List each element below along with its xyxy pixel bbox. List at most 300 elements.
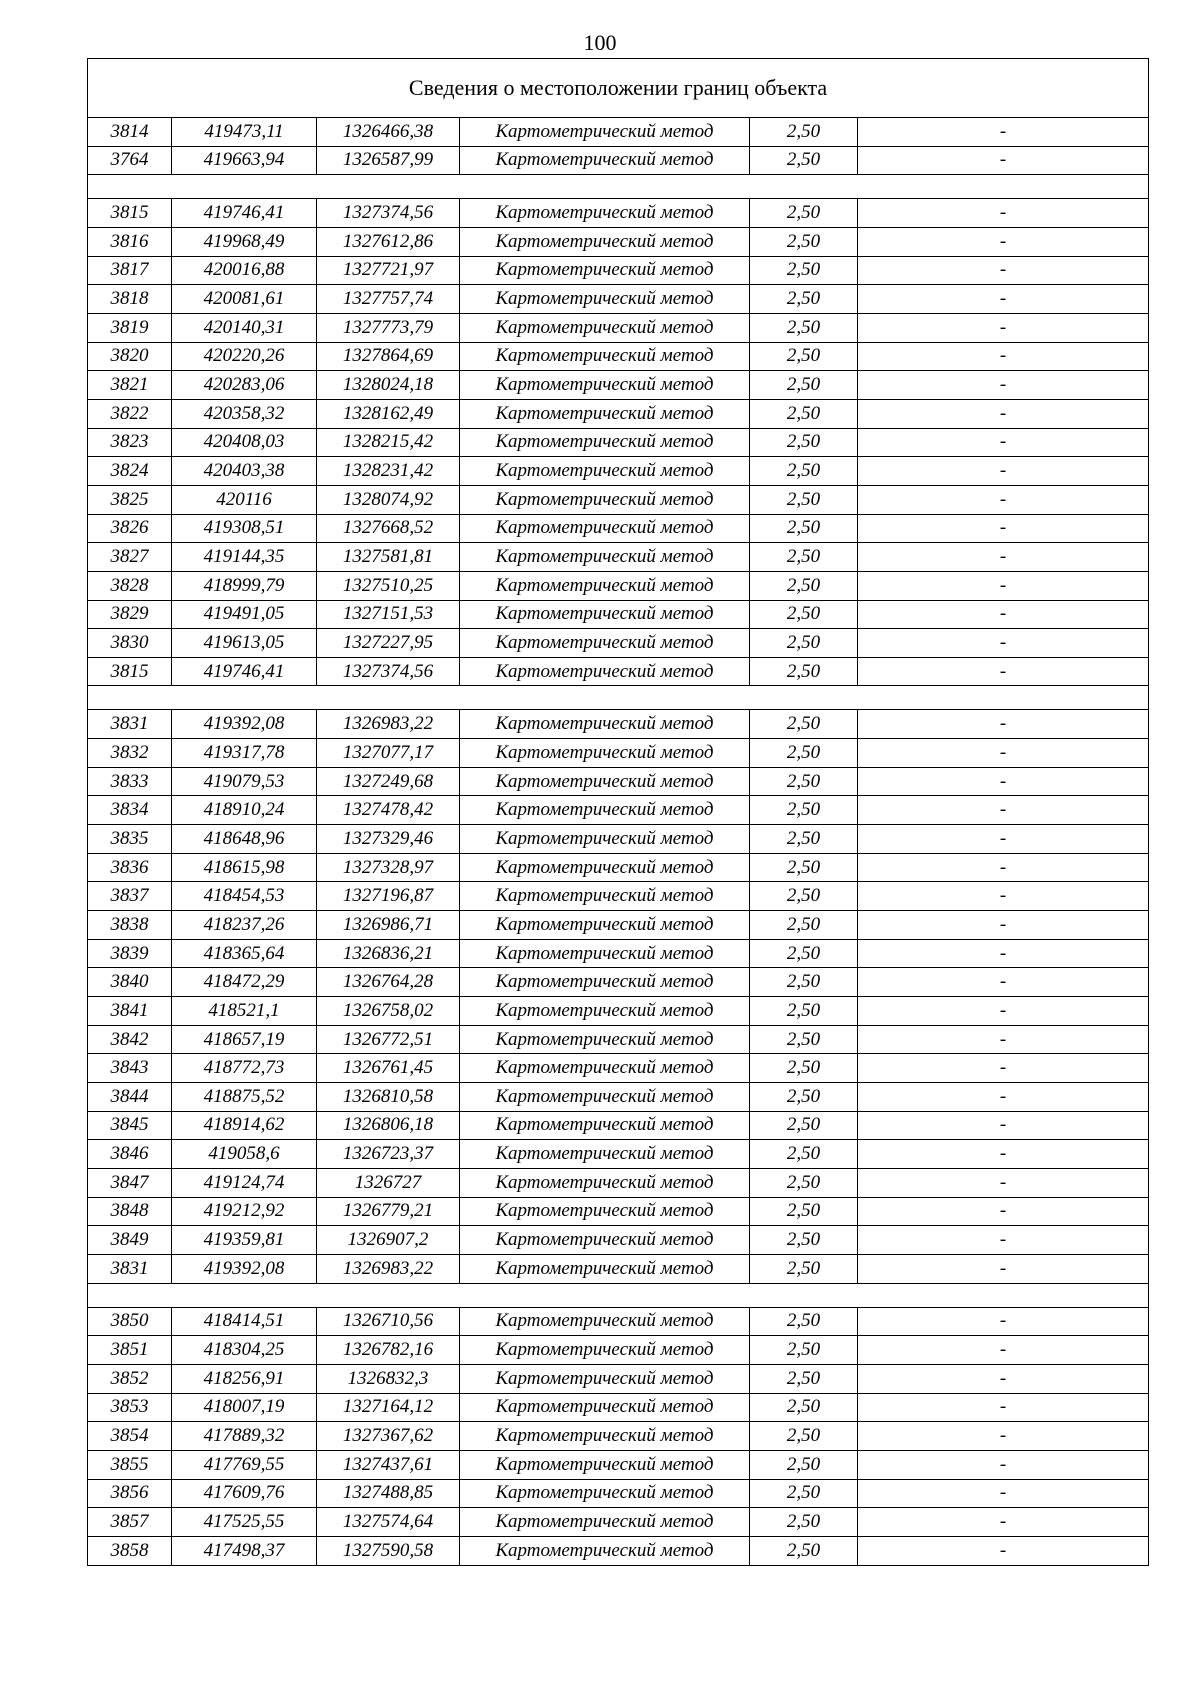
cell-method: Картометрический метод — [460, 313, 750, 342]
cell-y-coordinate: 1326782,16 — [317, 1336, 460, 1365]
cell-method: Картометрический метод — [460, 767, 750, 796]
table-row — [88, 710, 1149, 739]
cell-accuracy: 2,50 — [750, 1083, 858, 1112]
cell-point-number: 3856 — [88, 1479, 172, 1508]
cell-x-coordinate: 420116 — [172, 485, 317, 514]
cell-description: - — [858, 710, 1149, 739]
cell-method: Картометрический метод — [460, 256, 750, 285]
group-separator-cell — [88, 686, 1149, 710]
cell-y-coordinate: 1327164,12 — [317, 1393, 460, 1422]
cell-y-coordinate: 1327668,52 — [317, 514, 460, 543]
cell-accuracy: 2,50 — [750, 227, 858, 256]
cell-y-coordinate: 1326466,38 — [317, 118, 460, 147]
cell-description: - — [858, 428, 1149, 457]
cell-x-coordinate: 419308,51 — [172, 514, 317, 543]
table-row — [88, 1254, 1149, 1283]
cell-description: - — [858, 256, 1149, 285]
boundary-coordinates-table — [87, 58, 1149, 1566]
cell-point-number: 3824 — [88, 457, 172, 486]
cell-x-coordinate: 417525,55 — [172, 1508, 317, 1537]
cell-method: Картометрический метод — [460, 342, 750, 371]
table-row — [88, 1536, 1149, 1565]
cell-accuracy: 2,50 — [750, 825, 858, 854]
table-row — [88, 1508, 1149, 1537]
group-separator-row — [88, 1283, 1149, 1307]
table-row — [88, 1307, 1149, 1336]
cell-x-coordinate: 418365,64 — [172, 939, 317, 968]
cell-description: - — [858, 1508, 1149, 1537]
cell-point-number: 3827 — [88, 543, 172, 572]
cell-accuracy: 2,50 — [750, 1336, 858, 1365]
cell-method: Картометрический метод — [460, 997, 750, 1026]
cell-point-number: 3857 — [88, 1508, 172, 1537]
cell-description: - — [858, 1336, 1149, 1365]
cell-accuracy: 2,50 — [750, 1197, 858, 1226]
cell-method: Картометрический метод — [460, 1197, 750, 1226]
cell-x-coordinate: 417769,55 — [172, 1450, 317, 1479]
cell-x-coordinate: 420403,38 — [172, 457, 317, 486]
cell-accuracy: 2,50 — [750, 1111, 858, 1140]
cell-description: - — [858, 313, 1149, 342]
cell-x-coordinate: 418472,29 — [172, 968, 317, 997]
cell-y-coordinate: 1326727 — [317, 1168, 460, 1197]
cell-description: - — [858, 911, 1149, 940]
cell-description: - — [858, 543, 1149, 572]
cell-accuracy: 2,50 — [750, 342, 858, 371]
cell-description: - — [858, 199, 1149, 228]
cell-y-coordinate: 1327581,81 — [317, 543, 460, 572]
cell-y-coordinate: 1327328,97 — [317, 853, 460, 882]
cell-method: Картометрический метод — [460, 629, 750, 658]
cell-accuracy: 2,50 — [750, 399, 858, 428]
cell-description: - — [858, 629, 1149, 658]
table-row — [88, 968, 1149, 997]
cell-accuracy: 2,50 — [750, 485, 858, 514]
cell-point-number: 3854 — [88, 1422, 172, 1451]
cell-point-number: 3852 — [88, 1364, 172, 1393]
cell-y-coordinate: 1328215,42 — [317, 428, 460, 457]
cell-accuracy: 2,50 — [750, 146, 858, 175]
cell-description: - — [858, 1479, 1149, 1508]
cell-description: - — [858, 1364, 1149, 1393]
table-caption: Сведения о местоположении границ объекта — [88, 59, 1149, 118]
cell-point-number: 3849 — [88, 1226, 172, 1255]
cell-point-number: 3825 — [88, 485, 172, 514]
cell-x-coordinate: 419124,74 — [172, 1168, 317, 1197]
cell-accuracy: 2,50 — [750, 1508, 858, 1537]
cell-point-number: 3840 — [88, 968, 172, 997]
table-row — [88, 739, 1149, 768]
cell-x-coordinate: 419491,05 — [172, 600, 317, 629]
cell-description: - — [858, 1422, 1149, 1451]
cell-accuracy: 2,50 — [750, 118, 858, 147]
table-row — [88, 853, 1149, 882]
cell-accuracy: 2,50 — [750, 1168, 858, 1197]
cell-x-coordinate: 419392,08 — [172, 710, 317, 739]
cell-accuracy: 2,50 — [750, 939, 858, 968]
cell-x-coordinate: 419359,81 — [172, 1226, 317, 1255]
cell-accuracy: 2,50 — [750, 739, 858, 768]
cell-x-coordinate: 419473,11 — [172, 118, 317, 147]
cell-y-coordinate: 1327612,86 — [317, 227, 460, 256]
cell-description: - — [858, 825, 1149, 854]
cell-description: - — [858, 1054, 1149, 1083]
cell-method: Картометрический метод — [460, 1254, 750, 1283]
cell-y-coordinate: 1326907,2 — [317, 1226, 460, 1255]
cell-method: Картометрический метод — [460, 1083, 750, 1112]
cell-description: - — [858, 1450, 1149, 1479]
cell-x-coordinate: 419746,41 — [172, 199, 317, 228]
cell-y-coordinate: 1327721,97 — [317, 256, 460, 285]
cell-accuracy: 2,50 — [750, 1140, 858, 1169]
cell-accuracy: 2,50 — [750, 428, 858, 457]
cell-accuracy: 2,50 — [750, 657, 858, 686]
cell-accuracy: 2,50 — [750, 1307, 858, 1336]
cell-accuracy: 2,50 — [750, 1393, 858, 1422]
table-row — [88, 939, 1149, 968]
table-row — [88, 825, 1149, 854]
cell-point-number: 3828 — [88, 571, 172, 600]
cell-description: - — [858, 1168, 1149, 1197]
cell-x-coordinate: 419212,92 — [172, 1197, 317, 1226]
cell-method: Картометрический метод — [460, 1226, 750, 1255]
cell-method: Картометрический метод — [460, 882, 750, 911]
cell-point-number: 3853 — [88, 1393, 172, 1422]
cell-accuracy: 2,50 — [750, 911, 858, 940]
cell-accuracy: 2,50 — [750, 968, 858, 997]
cell-y-coordinate: 1327488,85 — [317, 1479, 460, 1508]
cell-accuracy: 2,50 — [750, 1364, 858, 1393]
cell-x-coordinate: 418914,62 — [172, 1111, 317, 1140]
table-row — [88, 767, 1149, 796]
cell-method: Картометрический метод — [460, 911, 750, 940]
cell-y-coordinate: 1327864,69 — [317, 342, 460, 371]
table-row — [88, 1140, 1149, 1169]
table-row — [88, 371, 1149, 400]
cell-accuracy: 2,50 — [750, 457, 858, 486]
table-row — [88, 199, 1149, 228]
group-separator-cell — [88, 1283, 1149, 1307]
cell-x-coordinate: 417609,76 — [172, 1479, 317, 1508]
cell-accuracy: 2,50 — [750, 514, 858, 543]
cell-point-number: 3833 — [88, 767, 172, 796]
cell-description: - — [858, 1226, 1149, 1255]
cell-x-coordinate: 418007,19 — [172, 1393, 317, 1422]
cell-description: - — [858, 1140, 1149, 1169]
table-row — [88, 285, 1149, 314]
cell-point-number: 3830 — [88, 629, 172, 658]
cell-description: - — [858, 146, 1149, 175]
cell-accuracy: 2,50 — [750, 1479, 858, 1508]
cell-x-coordinate: 418414,51 — [172, 1307, 317, 1336]
cell-accuracy: 2,50 — [750, 1054, 858, 1083]
cell-y-coordinate: 1326761,45 — [317, 1054, 460, 1083]
cell-method: Картометрический метод — [460, 600, 750, 629]
cell-point-number: 3831 — [88, 710, 172, 739]
cell-x-coordinate: 419317,78 — [172, 739, 317, 768]
table-row — [88, 514, 1149, 543]
cell-point-number: 3848 — [88, 1197, 172, 1226]
cell-accuracy: 2,50 — [750, 796, 858, 825]
cell-y-coordinate: 1327437,61 — [317, 1450, 460, 1479]
cell-point-number: 3845 — [88, 1111, 172, 1140]
table-row — [88, 1083, 1149, 1112]
cell-method: Картометрический метод — [460, 1054, 750, 1083]
cell-point-number: 3822 — [88, 399, 172, 428]
cell-method: Картометрический метод — [460, 1422, 750, 1451]
cell-point-number: 3818 — [88, 285, 172, 314]
cell-method: Картометрический метод — [460, 227, 750, 256]
cell-method: Картометрический метод — [460, 1168, 750, 1197]
cell-accuracy: 2,50 — [750, 600, 858, 629]
cell-x-coordinate: 420220,26 — [172, 342, 317, 371]
cell-y-coordinate: 1326772,51 — [317, 1025, 460, 1054]
table-row — [88, 657, 1149, 686]
cell-point-number: 3820 — [88, 342, 172, 371]
group-separator-row — [88, 686, 1149, 710]
cell-point-number: 3817 — [88, 256, 172, 285]
table-row — [88, 629, 1149, 658]
cell-y-coordinate: 1327374,56 — [317, 199, 460, 228]
cell-x-coordinate: 420408,03 — [172, 428, 317, 457]
cell-y-coordinate: 1327367,62 — [317, 1422, 460, 1451]
cell-x-coordinate: 418256,91 — [172, 1364, 317, 1393]
table-row — [88, 543, 1149, 572]
cell-accuracy: 2,50 — [750, 371, 858, 400]
cell-x-coordinate: 417889,32 — [172, 1422, 317, 1451]
cell-y-coordinate: 1326832,3 — [317, 1364, 460, 1393]
cell-method: Картометрический метод — [460, 118, 750, 147]
table-row — [88, 796, 1149, 825]
table-row — [88, 485, 1149, 514]
cell-method: Картометрический метод — [460, 371, 750, 400]
cell-method: Картометрический метод — [460, 968, 750, 997]
cell-description: - — [858, 1254, 1149, 1283]
cell-method: Картометрический метод — [460, 1508, 750, 1537]
cell-y-coordinate: 1327478,42 — [317, 796, 460, 825]
cell-y-coordinate: 1326723,37 — [317, 1140, 460, 1169]
table-row — [88, 882, 1149, 911]
table-row — [88, 997, 1149, 1026]
table-row — [88, 1422, 1149, 1451]
cell-accuracy: 2,50 — [750, 1025, 858, 1054]
cell-description: - — [858, 1025, 1149, 1054]
cell-x-coordinate: 419392,08 — [172, 1254, 317, 1283]
cell-point-number: 3850 — [88, 1307, 172, 1336]
cell-y-coordinate: 1326587,99 — [317, 146, 460, 175]
cell-method: Картометрический метод — [460, 199, 750, 228]
cell-x-coordinate: 420016,88 — [172, 256, 317, 285]
cell-description: - — [858, 285, 1149, 314]
table-row — [88, 256, 1149, 285]
cell-x-coordinate: 419746,41 — [172, 657, 317, 686]
cell-method: Картометрический метод — [460, 657, 750, 686]
cell-accuracy: 2,50 — [750, 853, 858, 882]
cell-point-number: 3858 — [88, 1536, 172, 1565]
table-row — [88, 342, 1149, 371]
cell-description: - — [858, 1111, 1149, 1140]
cell-y-coordinate: 1327590,58 — [317, 1536, 460, 1565]
cell-description: - — [858, 1536, 1149, 1565]
table-row — [88, 118, 1149, 147]
cell-point-number: 3815 — [88, 657, 172, 686]
cell-y-coordinate: 1326764,28 — [317, 968, 460, 997]
cell-description: - — [858, 399, 1149, 428]
cell-method: Картометрический метод — [460, 939, 750, 968]
cell-point-number: 3843 — [88, 1054, 172, 1083]
cell-method: Картометрический метод — [460, 1536, 750, 1565]
cell-description: - — [858, 342, 1149, 371]
table-body — [88, 118, 1149, 1566]
cell-description: - — [858, 1083, 1149, 1112]
cell-point-number: 3838 — [88, 911, 172, 940]
cell-y-coordinate: 1327510,25 — [317, 571, 460, 600]
cell-point-number: 3821 — [88, 371, 172, 400]
cell-point-number: 3835 — [88, 825, 172, 854]
cell-y-coordinate: 1326986,71 — [317, 911, 460, 940]
cell-x-coordinate: 418648,96 — [172, 825, 317, 854]
cell-y-coordinate: 1326710,56 — [317, 1307, 460, 1336]
cell-y-coordinate: 1326836,21 — [317, 939, 460, 968]
table-row — [88, 1168, 1149, 1197]
cell-method: Картометрический метод — [460, 1393, 750, 1422]
page-number: 100 — [583, 30, 617, 55]
cell-y-coordinate: 1327757,74 — [317, 285, 460, 314]
cell-x-coordinate: 418237,26 — [172, 911, 317, 940]
cell-point-number: 3847 — [88, 1168, 172, 1197]
cell-point-number: 3844 — [88, 1083, 172, 1112]
cell-description: - — [858, 657, 1149, 686]
cell-point-number: 3855 — [88, 1450, 172, 1479]
table-row — [88, 600, 1149, 629]
cell-y-coordinate: 1328231,42 — [317, 457, 460, 486]
cell-description: - — [858, 371, 1149, 400]
cell-y-coordinate: 1327151,53 — [317, 600, 460, 629]
table-row — [88, 1393, 1149, 1422]
cell-method: Картометрический метод — [460, 1140, 750, 1169]
cell-x-coordinate: 419663,94 — [172, 146, 317, 175]
cell-method: Картометрический метод — [460, 428, 750, 457]
cell-y-coordinate: 1328024,18 — [317, 371, 460, 400]
cell-accuracy: 2,50 — [750, 285, 858, 314]
table-row — [88, 457, 1149, 486]
cell-description: - — [858, 227, 1149, 256]
cell-x-coordinate: 419058,6 — [172, 1140, 317, 1169]
cell-accuracy: 2,50 — [750, 997, 858, 1026]
cell-y-coordinate: 1326983,22 — [317, 710, 460, 739]
cell-y-coordinate: 1327329,46 — [317, 825, 460, 854]
cell-description: - — [858, 739, 1149, 768]
table-row — [88, 1226, 1149, 1255]
cell-description: - — [858, 882, 1149, 911]
table-row — [88, 1197, 1149, 1226]
cell-y-coordinate: 1328162,49 — [317, 399, 460, 428]
cell-y-coordinate: 1327227,95 — [317, 629, 460, 658]
cell-x-coordinate: 418657,19 — [172, 1025, 317, 1054]
cell-y-coordinate: 1327077,17 — [317, 739, 460, 768]
cell-x-coordinate: 420283,06 — [172, 371, 317, 400]
cell-method: Картометрический метод — [460, 825, 750, 854]
cell-x-coordinate: 419613,05 — [172, 629, 317, 658]
table-row — [88, 146, 1149, 175]
cell-point-number: 3841 — [88, 997, 172, 1026]
cell-method: Картометрический метод — [460, 1025, 750, 1054]
cell-x-coordinate: 420140,31 — [172, 313, 317, 342]
cell-method: Картометрический метод — [460, 399, 750, 428]
cell-x-coordinate: 418910,24 — [172, 796, 317, 825]
cell-description: - — [858, 939, 1149, 968]
cell-method: Картометрический метод — [460, 1307, 750, 1336]
table-row — [88, 1479, 1149, 1508]
table-row — [88, 1111, 1149, 1140]
cell-y-coordinate: 1328074,92 — [317, 485, 460, 514]
cell-x-coordinate: 420358,32 — [172, 399, 317, 428]
cell-accuracy: 2,50 — [750, 629, 858, 658]
cell-x-coordinate: 418999,79 — [172, 571, 317, 600]
table-row — [88, 911, 1149, 940]
cell-method: Картометрический метод — [460, 514, 750, 543]
cell-x-coordinate: 419079,53 — [172, 767, 317, 796]
cell-y-coordinate: 1326779,21 — [317, 1197, 460, 1226]
group-separator-cell — [88, 175, 1149, 199]
cell-accuracy: 2,50 — [750, 313, 858, 342]
cell-method: Картометрический метод — [460, 146, 750, 175]
cell-method: Картометрический метод — [460, 853, 750, 882]
cell-x-coordinate: 417498,37 — [172, 1536, 317, 1565]
cell-point-number: 3831 — [88, 1254, 172, 1283]
table-row — [88, 399, 1149, 428]
cell-description: - — [858, 796, 1149, 825]
cell-point-number: 3764 — [88, 146, 172, 175]
cell-method: Картометрический метод — [460, 543, 750, 572]
cell-y-coordinate: 1326983,22 — [317, 1254, 460, 1283]
cell-method: Картометрический метод — [460, 571, 750, 600]
cell-accuracy: 2,50 — [750, 256, 858, 285]
cell-description: - — [858, 997, 1149, 1026]
cell-y-coordinate: 1327374,56 — [317, 657, 460, 686]
cell-accuracy: 2,50 — [750, 543, 858, 572]
cell-point-number: 3819 — [88, 313, 172, 342]
cell-x-coordinate: 418875,52 — [172, 1083, 317, 1112]
cell-x-coordinate: 419144,35 — [172, 543, 317, 572]
cell-accuracy: 2,50 — [750, 1422, 858, 1451]
cell-accuracy: 2,50 — [750, 1254, 858, 1283]
table-row — [88, 1336, 1149, 1365]
cell-method: Картометрический метод — [460, 1479, 750, 1508]
cell-y-coordinate: 1326806,18 — [317, 1111, 460, 1140]
cell-description: - — [858, 767, 1149, 796]
cell-accuracy: 2,50 — [750, 882, 858, 911]
cell-description: - — [858, 1197, 1149, 1226]
cell-method: Картометрический метод — [460, 1364, 750, 1393]
cell-description: - — [858, 118, 1149, 147]
cell-method: Картометрический метод — [460, 485, 750, 514]
table-row — [88, 313, 1149, 342]
cell-x-coordinate: 420081,61 — [172, 285, 317, 314]
table-caption-row — [88, 59, 1149, 118]
cell-point-number: 3832 — [88, 739, 172, 768]
cell-x-coordinate: 418772,73 — [172, 1054, 317, 1083]
cell-description: - — [858, 600, 1149, 629]
cell-description: - — [858, 853, 1149, 882]
table-row — [88, 571, 1149, 600]
cell-method: Картометрический метод — [460, 739, 750, 768]
cell-accuracy: 2,50 — [750, 710, 858, 739]
cell-x-coordinate: 419968,49 — [172, 227, 317, 256]
cell-x-coordinate: 418615,98 — [172, 853, 317, 882]
cell-description: - — [858, 571, 1149, 600]
table-row — [88, 227, 1149, 256]
